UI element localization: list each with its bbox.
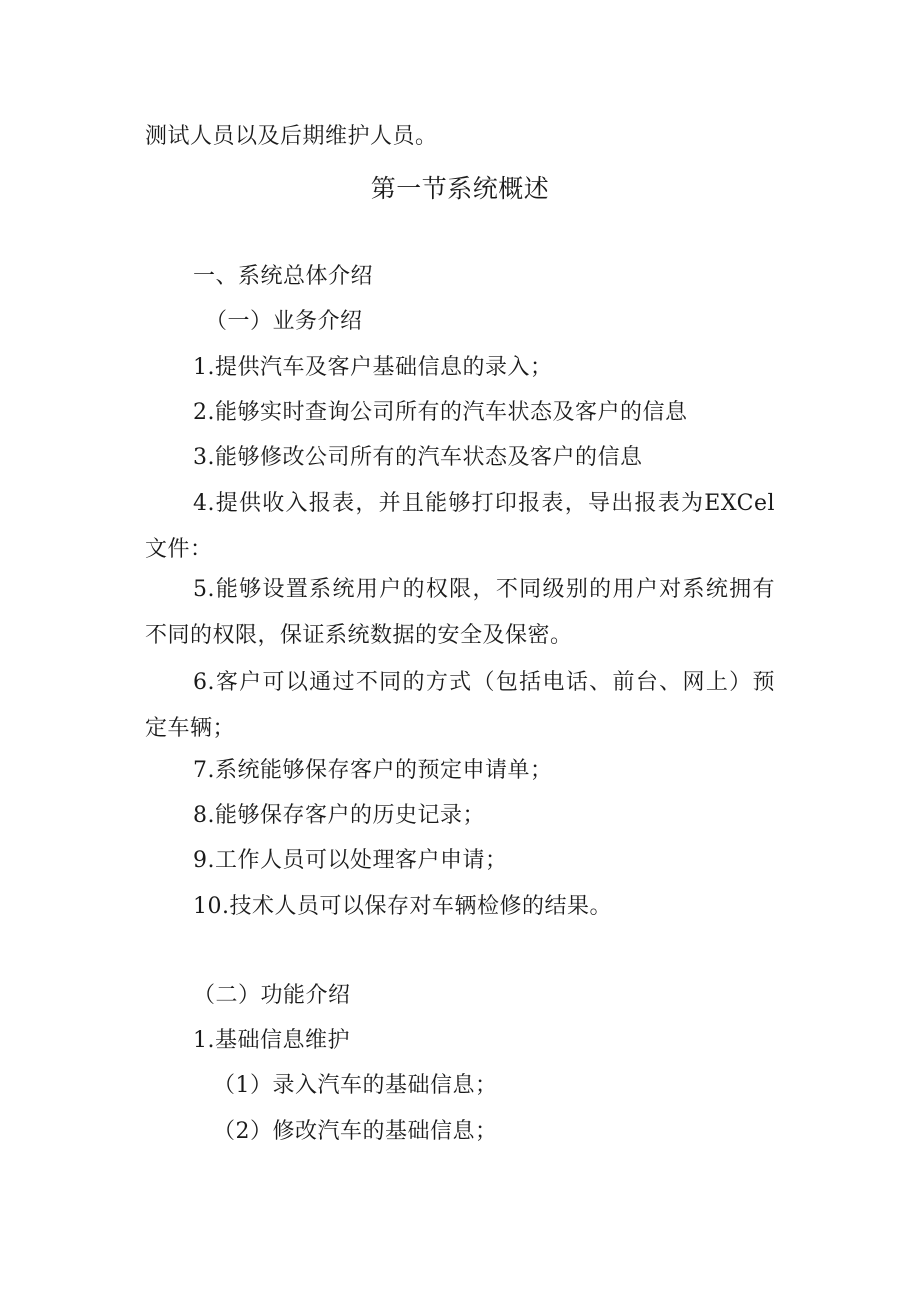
list-item-2: 2.能够实时查询公司所有的汽车状态及客户的信息 [193,400,688,425]
intro-tail-text: 测试人员以及后期维护人员。 [145,124,438,149]
list-item-8: 8.能够保存客户的历史记录； [193,803,485,828]
list-item-6: 6.客户可以通过不同的方式（包括电话、前台、网上）预定车辆； [145,670,775,741]
section-title: 第一节系统概述 [370,174,550,203]
list-item-7: 7.系统能够保存客户的预定申请单； [193,758,553,783]
heading-function-intro: （二）功能介绍 [193,983,351,1008]
function-item-1: 1.基础信息维护 [193,1028,350,1053]
list-item-3: 3.能够修改公司所有的汽车状态及客户的信息 [193,445,643,470]
list-item-4: 4.提供收入报表，并且能够打印报表，导出报表为EXCel文件： [145,491,775,562]
list-item-5: 5.能够设置系统用户的权限，不同级别的用户对系统拥有不同的权限，保证系统数据的安全及保密。 [145,577,775,648]
heading-system-overview: 一、系统总体介绍 [193,264,374,289]
function-item-1-1: （1）录入汽车的基础信息； [213,1073,498,1098]
heading-business-intro: （一）业务介绍 [205,309,363,334]
function-item-1-2: （2）修改汽车的基础信息； [213,1119,498,1144]
list-item-10: 10.技术人员可以保存对车辆检修的结果。 [193,894,612,919]
list-item-1: 1.提供汽车及客户基础信息的录入； [193,355,553,380]
list-item-9: 9.工作人员可以处理客户申请； [193,848,508,873]
